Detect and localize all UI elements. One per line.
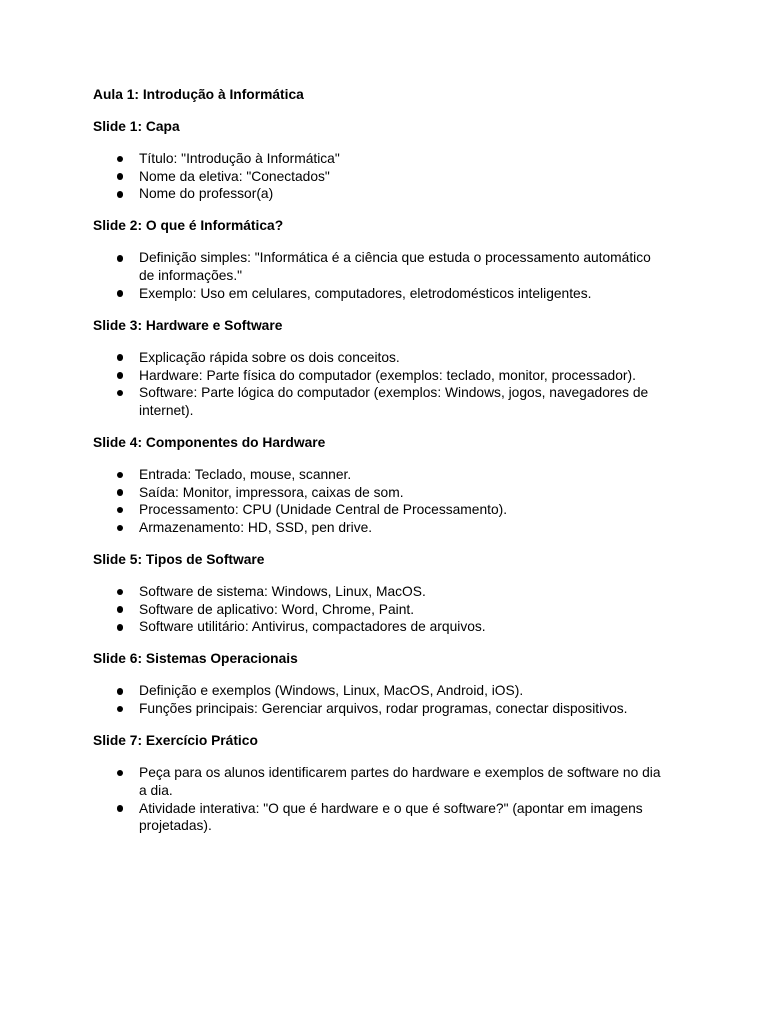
slide-heading: Slide 7: Exercício Prático bbox=[93, 733, 258, 749]
list-item-text: Software de aplicativo: Word, Chrome, Paint. bbox=[139, 601, 415, 617]
bullet-icon bbox=[117, 525, 124, 532]
list-item-text: Nome do professor(a) bbox=[139, 186, 274, 202]
bullet-icon bbox=[117, 255, 124, 262]
list-item bbox=[93, 249, 669, 284]
list-item-text: Software: Parte lógica do computador (exemplos: Windows, jogos, navegadores de internet). bbox=[139, 385, 649, 418]
bullet-icon bbox=[117, 390, 124, 397]
list-item bbox=[93, 367, 669, 385]
bullet-list bbox=[93, 466, 678, 537]
bullet-icon bbox=[117, 372, 124, 379]
list-item-text: Hardware: Parte física do computador (exemplos: teclado, monitor, processador). bbox=[139, 367, 636, 383]
list-item-text: Armazenamento: HD, SSD, pen drive. bbox=[139, 520, 373, 536]
list-item-text: Definição simples: "Informática é a ciência que estuda o processamento automático de informações." bbox=[139, 250, 651, 284]
slide-heading: Slide 1: Capa bbox=[93, 119, 180, 134]
slide-heading: Slide 5: Tipos de Software bbox=[93, 552, 265, 568]
bullet-icon bbox=[117, 805, 124, 812]
bullet-icon bbox=[117, 354, 124, 361]
bullet-icon bbox=[117, 173, 124, 180]
list-item-text: Processamento: CPU (Unidade Central de Processamento). bbox=[139, 502, 508, 518]
list-item bbox=[93, 800, 669, 835]
list-item-text: Título: "Introdução à Informática" bbox=[139, 151, 340, 166]
slide-section-1 bbox=[93, 118, 678, 203]
bullet-icon bbox=[117, 472, 124, 479]
list-item bbox=[93, 618, 669, 636]
list-item-text: Definição e exemplos (Windows, Linux, MacOS, Android, iOS). bbox=[139, 683, 524, 699]
bullet-list bbox=[93, 764, 678, 835]
slide-section-2 bbox=[93, 217, 678, 302]
list-item bbox=[93, 501, 669, 519]
bullet-list bbox=[93, 682, 678, 717]
list-item-text: Entrada: Teclado, mouse, scanner. bbox=[139, 466, 352, 482]
slide-section-7 bbox=[93, 732, 678, 835]
list-item-text: Software de sistema: Windows, Linux, MacOS. bbox=[139, 584, 426, 600]
list-item-text: Software utilitário: Antivirus, compactadores de arquivos. bbox=[139, 619, 486, 635]
slide-heading: Slide 4: Componentes do Hardware bbox=[93, 434, 326, 450]
list-item bbox=[93, 682, 669, 700]
bullet-icon bbox=[117, 290, 124, 297]
list-item bbox=[93, 484, 669, 502]
list-item-text: Nome da eletiva: "Conectados" bbox=[139, 168, 330, 184]
list-item bbox=[93, 583, 669, 601]
bullet-icon bbox=[117, 191, 124, 198]
bullet-list bbox=[93, 150, 678, 203]
list-item bbox=[93, 185, 669, 203]
bullet-list bbox=[93, 249, 678, 302]
list-item-text: Explicação rápida sobre os dois conceitos. bbox=[139, 349, 400, 365]
list-item bbox=[93, 764, 669, 799]
bullet-icon bbox=[117, 688, 124, 695]
slide-section-6 bbox=[93, 650, 678, 717]
bullet-icon bbox=[117, 507, 124, 514]
list-item bbox=[93, 168, 669, 186]
slide-heading: Slide 6: Sistemas Operacionais bbox=[93, 651, 298, 667]
bullet-icon bbox=[117, 706, 124, 713]
list-item bbox=[93, 519, 669, 537]
list-item bbox=[93, 384, 669, 419]
slide-section-3 bbox=[93, 317, 678, 420]
list-item-text: Saída: Monitor, impressora, caixas de som. bbox=[139, 484, 404, 500]
bullet-icon bbox=[117, 489, 124, 496]
list-item bbox=[93, 285, 669, 303]
slide-heading: Slide 3: Hardware e Software bbox=[93, 317, 283, 333]
list-item bbox=[93, 700, 669, 718]
bullet-icon bbox=[117, 624, 124, 631]
bullet-icon bbox=[117, 770, 124, 777]
bullet-icon bbox=[117, 156, 124, 163]
bullet-list bbox=[93, 349, 678, 420]
list-item bbox=[93, 466, 669, 484]
slide-section-4 bbox=[93, 434, 678, 537]
list-item-text: Funções principais: Gerenciar arquivos, rodar programas, conectar dispositivos. bbox=[139, 701, 628, 717]
bullet-icon bbox=[117, 589, 124, 596]
document-title: Aula 1: Introdução à Informática bbox=[93, 87, 304, 102]
list-item bbox=[93, 150, 669, 168]
slide-heading: Slide 2: O que é Informática? bbox=[93, 218, 284, 234]
list-item bbox=[93, 601, 669, 619]
list-item bbox=[93, 349, 669, 367]
document-body bbox=[93, 86, 678, 849]
bullet-icon bbox=[117, 606, 124, 613]
bullet-list bbox=[93, 583, 678, 636]
list-item-text: Atividade interativa: "O que é hardware e o que é software?" (apontar em imagens projetadas). bbox=[139, 800, 643, 834]
slide-section-5 bbox=[93, 551, 678, 636]
list-item-text: Peça para os alunos identificarem partes do hardware e exemplos de software no dia a dia. bbox=[139, 765, 661, 798]
list-item-text: Exemplo: Uso em celulares, computadores, eletrodomésticos inteligentes. bbox=[139, 285, 592, 301]
